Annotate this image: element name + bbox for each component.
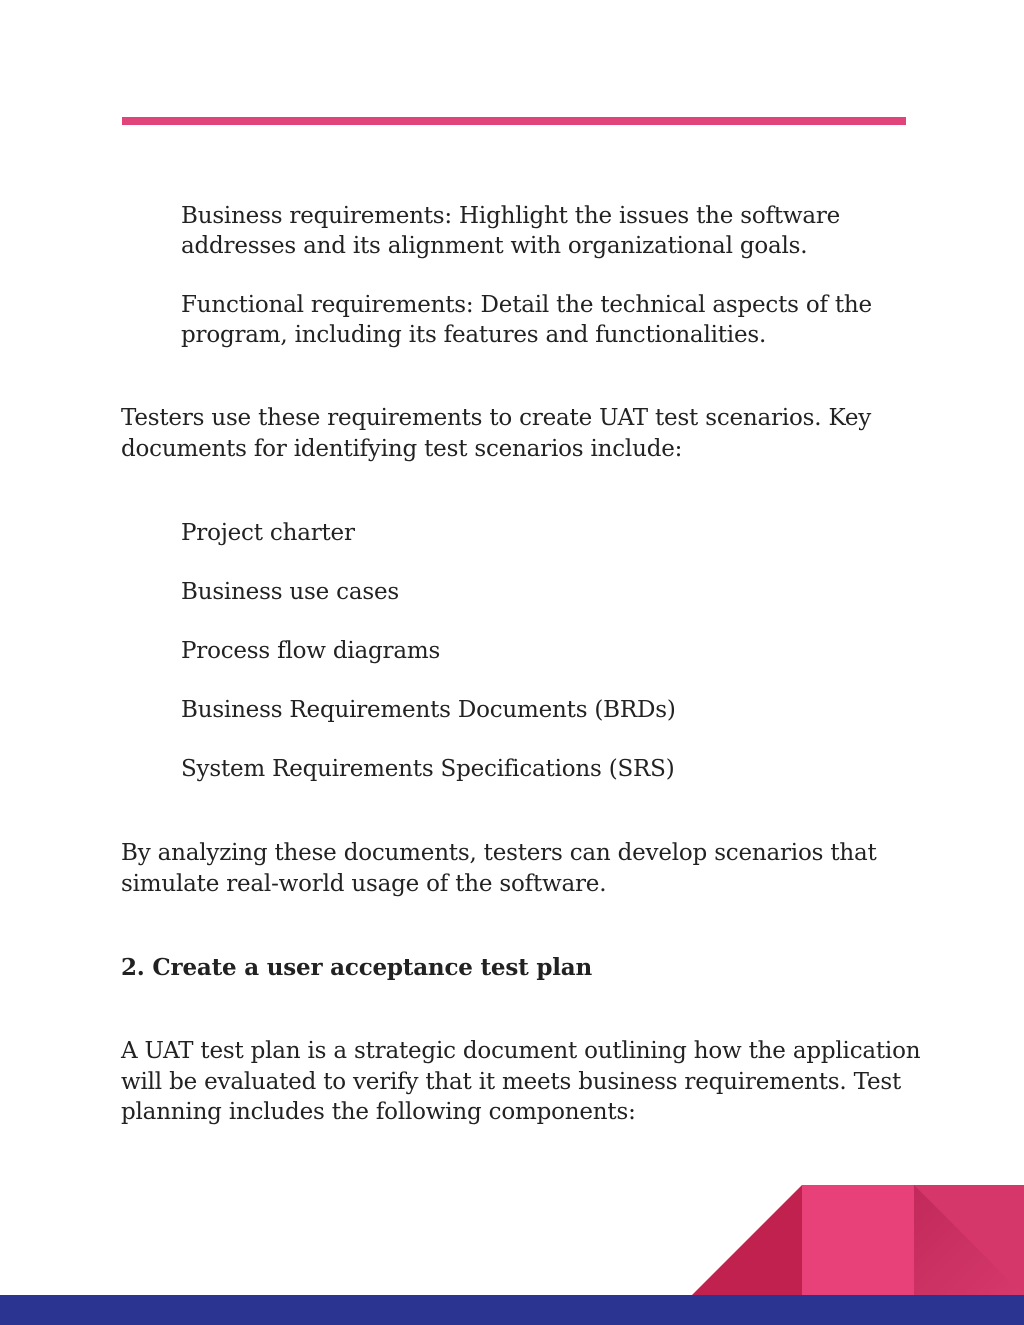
functional-requirements-line-2: program, including its features and functionalities. bbox=[181, 322, 767, 348]
business-requirements-line-2: addresses and its alignment with organizational goals. bbox=[181, 233, 808, 259]
document-item-business-use-cases: Business use cases bbox=[181, 579, 399, 605]
analysis-paragraph-line-1: By analyzing these documents, testers can develop scenarios that bbox=[121, 840, 877, 866]
footer-graphic bbox=[0, 1185, 1024, 1325]
footer-navy-bar bbox=[0, 1295, 1024, 1325]
document-item-brds: Business Requirements Documents (BRDs) bbox=[181, 697, 676, 723]
business-requirements-line-1: Business requirements: Highlight the issues the software bbox=[181, 203, 841, 229]
plan-paragraph-line-3: planning includes the following components: bbox=[121, 1099, 636, 1125]
intro-paragraph-line-1: Testers use these requirements to create UAT test scenarios. Key bbox=[121, 405, 872, 431]
footer-decoration bbox=[0, 1185, 1024, 1325]
plan-paragraph-line-1: A UAT test plan is a strategic document outlining how the application bbox=[121, 1038, 921, 1064]
document-item-project-charter: Project charter bbox=[181, 520, 355, 546]
document-item-srs: System Requirements Specifications (SRS) bbox=[181, 756, 675, 782]
top-accent-rule bbox=[122, 117, 906, 125]
plan-paragraph-line-2: will be evaluated to verify that it meets business requirements. Test bbox=[121, 1069, 902, 1095]
intro-paragraph-line-2: documents for identifying test scenarios include: bbox=[121, 436, 683, 462]
functional-requirements-line-1: Functional requirements: Detail the technical aspects of the bbox=[181, 292, 872, 318]
document-item-process-flow-diagrams: Process flow diagrams bbox=[181, 638, 441, 664]
section-heading: 2. Create a user acceptance test plan bbox=[121, 954, 592, 981]
footer-crimson-triangle bbox=[692, 1185, 802, 1295]
analysis-paragraph-line-2: simulate real-world usage of the software. bbox=[121, 871, 607, 897]
footer-pink-block bbox=[802, 1185, 914, 1295]
